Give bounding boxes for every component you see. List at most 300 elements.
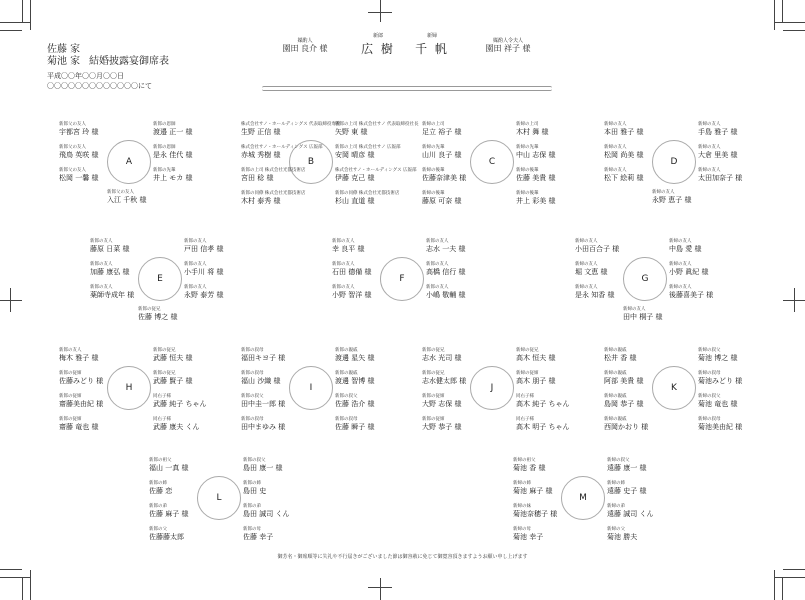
guest-seat — [604, 348, 636, 363]
guest-seat — [335, 417, 374, 432]
guest-seat — [241, 122, 341, 137]
crop-mark — [774, 570, 775, 600]
guest-name: 松岡 一馨 様 — [59, 174, 99, 182]
guest-relation: 新郎父の友人 — [107, 190, 134, 195]
guest-seat — [604, 417, 648, 432]
guest-name: 是永 知香 様 — [575, 291, 615, 299]
guest-relation: 新婦の後輩 — [516, 168, 539, 173]
guest-seat — [698, 348, 737, 363]
guest-name: 松下 絵莉 様 — [604, 174, 644, 182]
guest-relation: 新婦の友人 — [575, 239, 598, 244]
crop-mark — [0, 577, 30, 578]
guest-seat — [335, 122, 419, 137]
guest-relation: 同右子様 — [153, 394, 171, 399]
table-circle: B — [289, 140, 333, 184]
guest-relation: 新婦の親戚 — [604, 348, 627, 353]
guest-relation: 新婦の姉 — [513, 481, 531, 486]
guest-name: 太田加奈子 様 — [698, 174, 743, 182]
crop-mark — [30, 570, 31, 600]
table-circle: C — [470, 140, 514, 184]
guest-name: 是永 佳代 様 — [153, 151, 193, 159]
table-circle: I — [289, 366, 333, 410]
guest-seat — [426, 239, 465, 254]
crop-mark — [0, 22, 30, 23]
guest-name: 遠藤 康一 様 — [607, 464, 647, 472]
guest-name: 高橋 信行 様 — [426, 268, 466, 276]
guest-name: 松井 香 様 — [604, 354, 637, 362]
guest-seat — [604, 168, 643, 183]
guest-name: 井上 モカ 様 — [153, 174, 193, 182]
guest-relation: 株式会社サノ・ホールディングス 広報部 — [335, 168, 417, 173]
guest-name: 小嶋 敬輔 様 — [426, 291, 466, 299]
table-circle: J — [470, 366, 514, 410]
guest-seat — [604, 145, 643, 160]
guest-relation: 新郎の友人 — [59, 348, 82, 353]
guest-seat — [669, 262, 708, 277]
guest-seat — [59, 145, 98, 160]
table-circle: K — [652, 366, 696, 410]
guest-name: 武藤 賢子 様 — [153, 377, 193, 385]
guest-seat — [107, 190, 146, 205]
guest-seat — [153, 122, 192, 137]
guest-seat — [516, 122, 548, 137]
guest-name: 佐藤 美貴 様 — [516, 174, 556, 182]
guest-seat — [607, 481, 646, 496]
guest-seat — [59, 168, 98, 183]
event-title: 結婚披露宴御席表 — [89, 56, 169, 67]
guest-relation: 新婦の後輩 — [422, 191, 445, 196]
guest-name: 藤原 日菜 様 — [90, 245, 130, 253]
table-circle: L — [197, 476, 241, 520]
guest-seat — [149, 481, 172, 496]
guest-name: 佐藤 恋 — [149, 487, 173, 495]
guest-name: 菊池 幸子 — [513, 533, 544, 541]
guest-seat — [335, 348, 374, 363]
guest-name: 杉山 直道 様 — [335, 197, 375, 205]
guest-seat — [669, 285, 713, 300]
groom-role: 新郎 — [372, 33, 384, 39]
guest-seat — [59, 348, 98, 363]
table-circle: G — [623, 257, 667, 301]
head-table-bar — [262, 86, 552, 91]
guest-relation: 新郎の叔父 — [243, 458, 266, 463]
guest-name: 田中圭一郎 様 — [241, 400, 286, 408]
guest-seat — [332, 239, 364, 254]
guest-name: 佐藤 麻子 様 — [149, 510, 189, 518]
guest-name: 矢野 東 様 — [335, 128, 368, 136]
guest-name: 小田百合子 様 — [575, 245, 620, 253]
guest-name: 安岡 晴彦 様 — [335, 151, 375, 159]
host-name: 園田 良介 様 — [282, 44, 328, 53]
guest-relation: 新郎の上司 株式会社サノ 広報部 — [335, 145, 401, 150]
guest-name: 堀 文恵 様 — [575, 268, 608, 276]
table-circle: H — [107, 366, 151, 410]
guest-name: 生野 正信 様 — [241, 128, 281, 136]
guest-relation: 新婦の上司 — [516, 122, 539, 127]
guest-name: 遠藤 誠司 くん — [607, 510, 654, 518]
guest-seat — [607, 527, 637, 542]
guest-seat — [698, 122, 737, 137]
guest-name: 赤城 秀樹 様 — [241, 151, 281, 159]
guest-name: 佐藤奈津美 様 — [422, 174, 467, 182]
guest-seat — [513, 458, 545, 473]
guest-name: 菊池 博之 様 — [698, 354, 738, 362]
crop-mark — [368, 12, 392, 13]
guest-name: 武藤 純子 ちゃん — [153, 400, 207, 408]
bride-name: 千 帆 — [415, 42, 449, 56]
guest-name: 入江 千秋 様 — [107, 196, 147, 204]
guest-seat — [149, 527, 184, 542]
guest-seat — [422, 122, 461, 137]
crop-mark — [783, 569, 805, 570]
guest-seat — [59, 417, 98, 432]
guest-name: 齋藤 竜也 様 — [59, 423, 99, 431]
crop-mark — [30, 0, 31, 30]
guest-seat — [422, 168, 466, 183]
guest-name: 福山 沙織 様 — [241, 377, 281, 385]
table-circle: M — [561, 476, 605, 520]
guest-seat — [575, 239, 619, 254]
guest-seat — [516, 168, 555, 183]
guest-relation: 新郎の先輩 — [153, 168, 176, 173]
guest-seat — [513, 481, 552, 496]
guest-seat — [513, 504, 557, 519]
guest-seat — [422, 348, 461, 363]
guest-name: 佐藤藤太郎 — [149, 533, 184, 541]
guest-relation: 新婦の親戚 — [604, 394, 627, 399]
guest-relation: 新婦の叔父 — [607, 458, 630, 463]
guest-name: 西岡かおり 様 — [604, 423, 649, 431]
guest-seat — [243, 527, 273, 542]
guest-relation: 新婦の従兄 — [516, 348, 539, 353]
guest-relation: 新郎の母 — [243, 527, 261, 532]
guest-name: 齋藤美由紀 様 — [59, 400, 104, 408]
guest-seat — [241, 168, 305, 183]
guest-relation: 新郎の友人 — [332, 239, 355, 244]
guest-relation: 新郎の親戚 — [335, 371, 358, 376]
groom-name: 広 樹 — [361, 42, 395, 56]
guest-seat — [426, 285, 465, 300]
guest-seat — [607, 504, 653, 519]
guest-name: 高木 朋子 様 — [516, 377, 556, 385]
host-wife-role: 媒酌人令夫人 — [492, 38, 524, 44]
guest-relation: 新郎の友人 — [184, 239, 207, 244]
crop-mark — [10, 288, 11, 312]
event-date: 平成〇〇年〇〇月〇〇日 — [47, 72, 124, 80]
guest-relation: 新郎の同僚 株式会社光都技術店 — [241, 191, 306, 196]
guest-seat — [153, 417, 199, 432]
crop-mark — [380, 578, 381, 600]
guest-name: 木村 泰秀 様 — [241, 197, 281, 205]
guest-relation: 新婦の友人 — [575, 285, 598, 290]
guest-name: 島田 康一 様 — [243, 464, 283, 472]
guest-name: 菊池美由紀 様 — [698, 423, 743, 431]
guest-name: 佐藤 瞬子 様 — [335, 423, 375, 431]
guest-relation: 新婦の友人 — [669, 239, 692, 244]
guest-relation: 新郎の友人 — [184, 285, 207, 290]
guest-name: 小野 智洋 様 — [332, 291, 372, 299]
guest-seat — [604, 394, 643, 409]
guest-seat — [698, 417, 742, 432]
guest-seat — [241, 371, 280, 386]
guest-seat — [241, 417, 285, 432]
guest-name: 木村 舞 様 — [516, 128, 549, 136]
guest-seat — [184, 239, 223, 254]
guest-seat — [335, 145, 401, 160]
guest-name: 宇都宮 玲 様 — [59, 128, 99, 136]
guest-relation: 新郎の従姉 — [422, 394, 445, 399]
guest-name: 福山 一真 様 — [149, 464, 189, 472]
guest-seat — [698, 394, 737, 409]
guest-name: 藤原 可奈 様 — [422, 197, 462, 205]
guest-relation: 新郎の従兄 — [422, 371, 445, 376]
guest-relation: 新郎の友人 — [90, 285, 113, 290]
guest-relation: 新婦の友人 — [669, 262, 692, 267]
guest-name: 大野 志保 様 — [422, 400, 462, 408]
guest-relation: 新婦の叔父 — [698, 348, 721, 353]
guest-relation: 新婦の友人 — [698, 145, 721, 150]
guest-relation: 新郎の友人 — [332, 285, 355, 290]
guest-relation: 新婦の友人 — [604, 122, 627, 127]
guest-seat — [184, 285, 223, 300]
guest-seat — [422, 191, 461, 206]
guest-seat — [604, 122, 643, 137]
guest-relation: 新郎の友人 — [184, 262, 207, 267]
guest-relation: 新婦の友人 — [604, 168, 627, 173]
guest-name: 遠藤 史子 様 — [607, 487, 647, 495]
guest-relation: 株式会社サノ・ホールディングス 広報部 — [241, 145, 323, 150]
guest-seat — [335, 168, 417, 183]
guest-seat — [241, 145, 323, 160]
guest-name: 高木 恒夫 様 — [516, 354, 556, 362]
guest-relation: 新婦の姉 — [607, 481, 625, 486]
guest-seat — [59, 122, 98, 137]
guest-seat — [241, 348, 285, 363]
guest-name: 福田キヨ子 様 — [241, 354, 286, 362]
guest-relation: 株式会社サノ・ホールディングス 代表取締役専務 — [241, 122, 341, 127]
guest-relation: 新婦の祖父 — [513, 458, 536, 463]
guest-relation: 新婦の父 — [607, 527, 625, 532]
guest-name: 飛鳥 英咲 様 — [59, 151, 99, 159]
table-circle: D — [652, 140, 696, 184]
crop-mark — [368, 587, 392, 588]
guest-seat — [149, 458, 188, 473]
guest-name: 加藤 康弘 様 — [90, 268, 130, 276]
guest-name: 幸 良平 様 — [332, 245, 365, 253]
guest-name: 志水健太郎 様 — [422, 377, 467, 385]
guest-seat — [516, 191, 555, 206]
guest-relation: 新郎の友人 — [426, 262, 449, 267]
guest-relation: 新婦の友人 — [669, 285, 692, 290]
guest-seat — [90, 262, 129, 277]
guest-name: 中島 愛 様 — [669, 245, 702, 253]
guest-name: 手島 雅子 様 — [698, 128, 738, 136]
guest-name: 佐藤 浩介 様 — [335, 400, 375, 408]
guest-name: 渡邊 星矢 様 — [335, 354, 375, 362]
table-circle: E — [138, 257, 182, 301]
guest-relation: 同右子様 — [153, 417, 171, 422]
guest-seat — [241, 394, 285, 409]
crop-mark — [782, 578, 783, 600]
guest-relation: 新婦の友人 — [604, 145, 627, 150]
guest-name: 薬師寺成年 様 — [90, 291, 135, 299]
guest-relation: 新郎の恩師 — [153, 145, 176, 150]
guest-relation: 新郎父の友人 — [59, 122, 86, 127]
guest-relation: 新郎の友人 — [90, 262, 113, 267]
guest-seat — [698, 145, 737, 160]
guest-relation: 新婦の後輩 — [422, 168, 445, 173]
guest-relation: 新婦の母 — [513, 527, 531, 532]
guest-seat — [243, 504, 289, 519]
guest-name: 松岡 尚美 様 — [604, 151, 644, 159]
guest-name: 渡邊 智博 様 — [335, 377, 375, 385]
guest-relation: 新婦の叔母 — [698, 371, 721, 376]
guest-relation: 新郎の従兄 — [153, 348, 176, 353]
guest-relation: 新郎の友人 — [90, 239, 113, 244]
crop-mark — [774, 0, 775, 30]
guest-seat — [422, 394, 461, 409]
guest-name: 田中 桐子 様 — [623, 313, 663, 321]
guest-relation: 新郎の友人 — [426, 239, 449, 244]
guest-seat — [516, 417, 569, 432]
crop-mark — [380, 0, 381, 22]
family-name-bride: 菊池 家 — [47, 56, 81, 67]
guest-seat — [241, 191, 305, 206]
guest-relation: 新郎の叔父 — [241, 394, 264, 399]
guest-relation: 新郎の従姉 — [59, 394, 82, 399]
guest-name: 島田 史 — [243, 487, 267, 495]
guest-seat — [90, 285, 134, 300]
crop-mark — [0, 300, 22, 301]
guest-name: 高木 明子 ちゃん — [516, 423, 570, 431]
guest-seat — [332, 262, 371, 277]
guest-seat — [149, 504, 188, 519]
guest-relation: 新郎の同僚 株式会社光都技術店 — [335, 191, 400, 196]
guest-name: 阿部 美貴 様 — [604, 377, 644, 385]
guest-relation: 新郎の叔父 — [335, 394, 358, 399]
guest-relation: 新郎の上司 株式会社サノ 代表取締役社長 — [335, 122, 419, 127]
crop-mark — [775, 577, 805, 578]
guest-relation: 新郎の友人 — [426, 285, 449, 290]
guest-relation: 新郎の父 — [149, 527, 167, 532]
guest-seat — [422, 145, 461, 160]
guest-seat — [243, 458, 282, 473]
guest-seat — [426, 262, 465, 277]
guest-relation: 新郎の従姉 — [59, 371, 82, 376]
guest-name: 渡邉 正一 様 — [153, 128, 193, 136]
guest-relation: 新郎の姉 — [149, 481, 167, 486]
guest-name: 伊藤 克己 様 — [335, 174, 375, 182]
guest-name: 菊池 勝夫 — [607, 533, 638, 541]
guest-name: 島岡 恭子 様 — [604, 400, 644, 408]
guest-name: 佐藤 幸子 — [243, 533, 274, 541]
guest-name: 宮田 稔 様 — [241, 174, 274, 182]
guest-name: 武藤 恒夫 様 — [153, 354, 193, 362]
guest-relation: 新郎の恩師 — [153, 122, 176, 127]
guest-seat — [138, 307, 177, 322]
guest-name: 永野 泰芳 様 — [184, 291, 224, 299]
guest-name: 石田 德備 様 — [332, 268, 372, 276]
guest-relation: 新郎の従兄 — [153, 371, 176, 376]
guest-relation: 新郎の上司 株式会社光都技術店 — [241, 168, 306, 173]
guest-seat — [335, 371, 374, 386]
guest-seat — [575, 285, 614, 300]
guest-relation: 新郎父の友人 — [59, 168, 86, 173]
head-table — [0, 30, 805, 90]
guest-relation: 新婦の後輩 — [516, 191, 539, 196]
guest-relation: 新郎の従姉 — [59, 417, 82, 422]
guest-relation: 新婦の友人 — [623, 307, 646, 312]
guest-relation: 新婦の友人 — [698, 122, 721, 127]
guest-name: 武藤 康夫 くん — [153, 423, 200, 431]
guest-relation: 新郎の従兄 — [138, 307, 161, 312]
crop-mark — [782, 0, 783, 22]
guest-seat — [153, 145, 192, 160]
guest-name: 菊池 香 様 — [513, 464, 546, 472]
guest-name: 高木 純子 ちゃん — [516, 400, 570, 408]
guest-relation: 新郎の従兄 — [422, 348, 445, 353]
guest-seat — [153, 168, 192, 183]
guest-relation: 新婦の弟 — [607, 504, 625, 509]
guest-seat — [90, 239, 129, 254]
guest-seat — [243, 481, 266, 496]
guest-seat — [623, 307, 662, 322]
guest-name: 菊池みどり 様 — [698, 377, 743, 385]
guest-name: 本田 雅子 様 — [604, 128, 644, 136]
guest-name: 菊池 竜也 様 — [698, 400, 738, 408]
guest-relation: 新婦の上司 — [422, 122, 445, 127]
guest-relation: 新婦の友人 — [652, 190, 675, 195]
guest-seat — [698, 168, 742, 183]
host-role: 媒酌人 — [297, 38, 313, 44]
guest-name: 梅木 雅子 様 — [59, 354, 99, 362]
guest-name: 井上 彩美 様 — [516, 197, 556, 205]
bride-role: 新婦 — [426, 33, 438, 39]
crop-mark — [22, 578, 23, 600]
guest-seat — [153, 348, 192, 363]
crop-mark — [775, 22, 805, 23]
guest-seat — [153, 371, 192, 386]
guest-relation: 新郎の叔母 — [241, 417, 264, 422]
guest-seat — [516, 348, 555, 363]
guest-name: 戸田 信孝 様 — [184, 245, 224, 253]
guest-seat — [59, 394, 103, 409]
guest-seat — [575, 262, 607, 277]
table-circle: A — [107, 140, 151, 184]
guest-seat — [652, 190, 691, 205]
guest-relation: 新郎の叔母 — [241, 348, 264, 353]
table-circle: F — [380, 257, 424, 301]
footer-note: 御芳名・御席順等に失礼や不行届きがございました節は御容赦に免じて御寛容頂きますようお願い申し上げます — [277, 554, 528, 560]
guest-relation: 同右子様 — [516, 417, 534, 422]
guest-relation: 新婦の親戚 — [604, 371, 627, 376]
guest-seat — [698, 371, 742, 386]
guest-seat — [669, 239, 701, 254]
guest-name: 小野 眞紀 様 — [669, 268, 709, 276]
host-wife-name: 園田 祥子 様 — [485, 44, 531, 53]
guest-seat — [513, 527, 543, 542]
guest-seat — [516, 145, 555, 160]
guest-relation: 同右子様 — [516, 394, 534, 399]
guest-seat — [332, 285, 371, 300]
guest-name: 永野 恵子 様 — [652, 196, 692, 204]
guest-relation: 新郎の叔母 — [335, 417, 358, 422]
guest-relation: 新郎の叔母 — [241, 371, 264, 376]
guest-relation: 新郎の弟 — [149, 504, 167, 509]
crop-mark — [0, 569, 22, 570]
guest-relation: 新婦の先輩 — [516, 145, 539, 150]
guest-relation: 新郎の従姉 — [422, 417, 445, 422]
